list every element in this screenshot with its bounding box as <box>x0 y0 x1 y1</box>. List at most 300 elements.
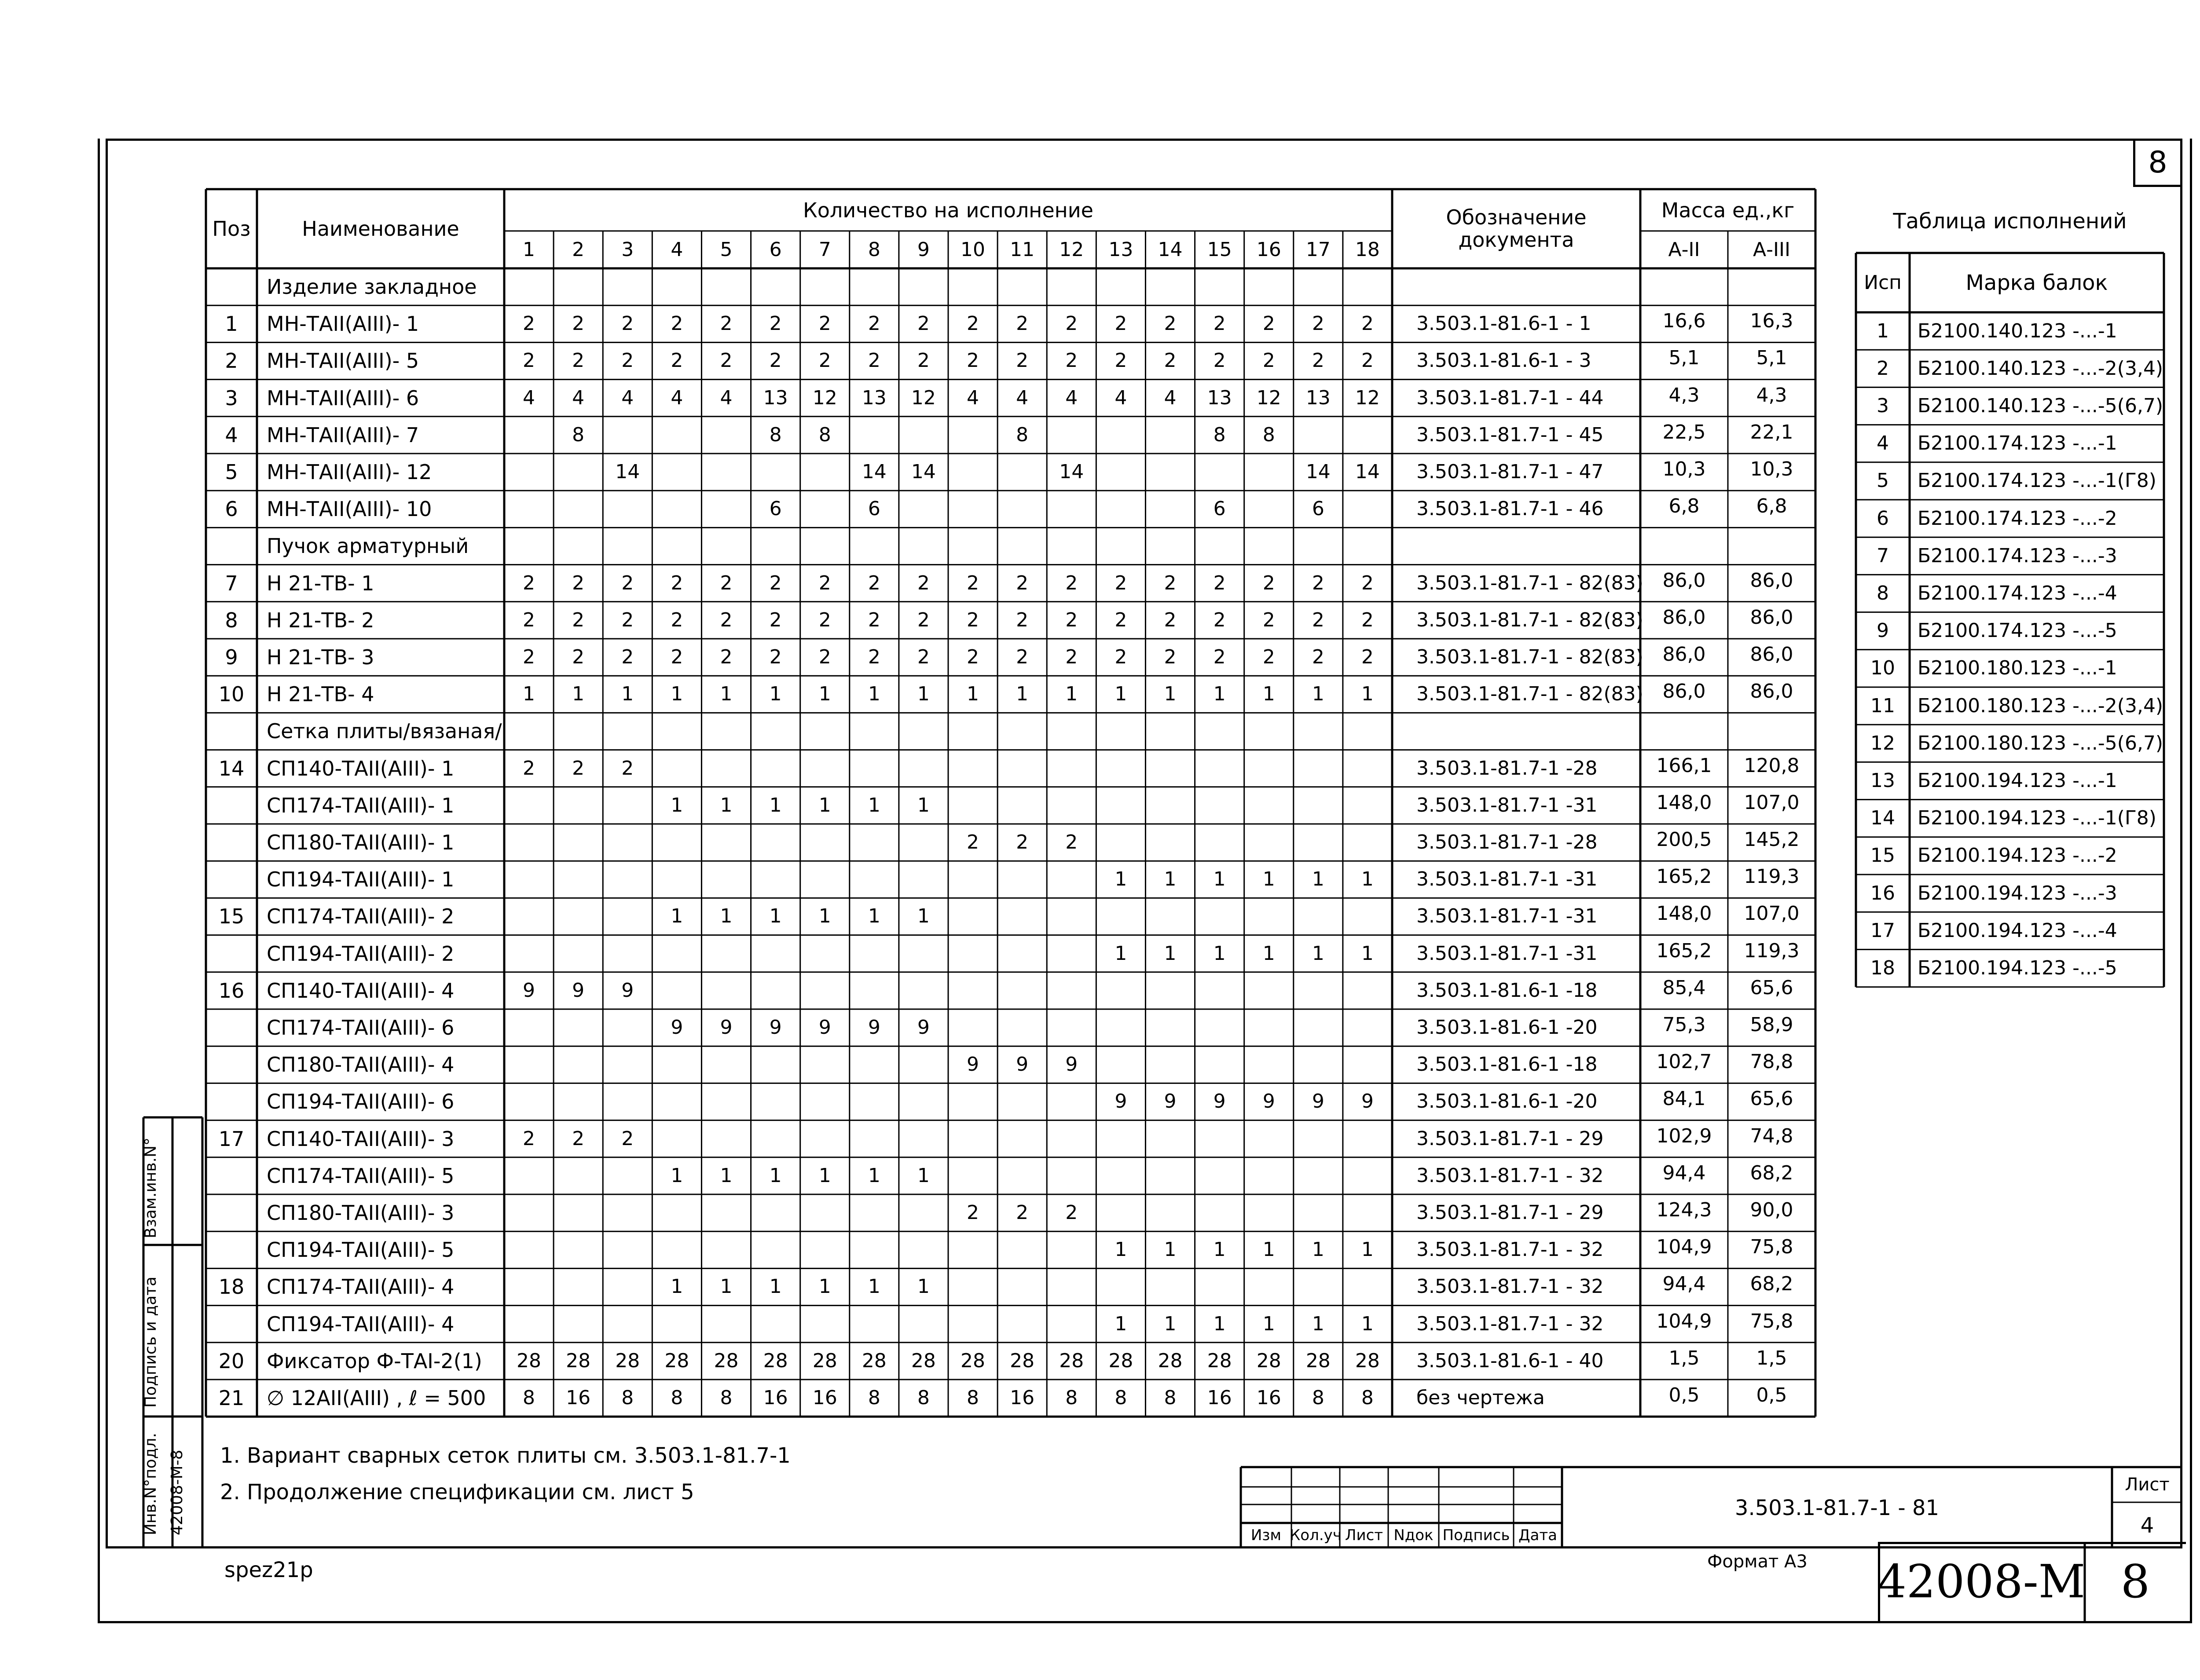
row-mass-a2 <box>1640 710 1728 747</box>
qty-cell: 12 <box>1355 386 1380 409</box>
qty-cell: 2 <box>967 571 979 594</box>
row-pos: 7 <box>225 571 238 595</box>
row-mass-a2 <box>1640 525 1728 562</box>
qty-cell: 28 <box>862 1349 887 1372</box>
qty-cell: 2 <box>1213 312 1226 335</box>
qty-cell: 2 <box>868 571 880 594</box>
row-mass-a3: 74,8 <box>1750 1124 1793 1147</box>
qty-cell: 1 <box>1115 868 1127 891</box>
qty-cell: 2 <box>1065 312 1078 335</box>
qty-cell: 2 <box>523 349 535 372</box>
qty-cell: 28 <box>812 1349 837 1372</box>
qty-cell: 2 <box>769 571 782 594</box>
row-mass-a2: 86,0 <box>1662 606 1706 629</box>
archive-number: 42008-М <box>1877 1555 2086 1608</box>
qty-cell: 2 <box>917 571 930 594</box>
qty-cell: 1 <box>572 683 585 706</box>
note-2: 2. Продолжение спецификации см. лист 5 <box>220 1480 694 1504</box>
row-mass-a3: 86,0 <box>1750 569 1793 592</box>
row-doc: 3.503.1-81.7-1 - 82(83) <box>1416 683 1643 706</box>
qty-cell: 1 <box>769 683 782 706</box>
row-doc: 3.503.1-81.6-1 - 40 <box>1416 1349 1604 1372</box>
row-mass-a2: 84,1 <box>1662 1087 1706 1110</box>
variant-number-header: 10 <box>961 238 986 261</box>
row-mass-a2: 165,2 <box>1656 939 1712 962</box>
qty-cell: 1 <box>1213 683 1226 706</box>
row-name: ∅ 12АII(АIII) , ℓ = 500 <box>267 1386 486 1410</box>
section-heading: Изделие закладное <box>267 275 477 299</box>
row-mass-a2: 75,3 <box>1662 1014 1706 1036</box>
qty-cell: 1 <box>769 905 782 928</box>
qty-cell: 1 <box>1115 683 1127 706</box>
variant-number-header: 17 <box>1305 238 1331 261</box>
variant-number-header: 1 <box>523 238 535 261</box>
qty-cell: 1 <box>917 683 930 706</box>
qty-cell: 2 <box>868 608 880 631</box>
qty-cell: 2 <box>572 349 585 372</box>
header-mass-a3: А-III <box>1753 238 1790 261</box>
qty-cell: 9 <box>769 1016 782 1039</box>
row-mass-a2: 166,1 <box>1656 754 1712 777</box>
row-mass-a2: 4,3 <box>1668 384 1700 406</box>
qty-cell: 2 <box>1016 571 1029 594</box>
row-doc: 3.503.1-81.7-1 - 32 <box>1416 1275 1604 1298</box>
qty-cell: 1 <box>720 794 733 816</box>
qty-cell: 9 <box>720 1016 733 1039</box>
row-doc: 3.503.1-81.7-1 -31 <box>1416 868 1598 891</box>
qty-cell: 28 <box>911 1349 936 1372</box>
variant-number-header: 13 <box>1108 238 1133 261</box>
qty-cell: 2 <box>917 312 930 335</box>
row-doc: 3.503.1-81.7-1 - 32 <box>1416 1164 1604 1187</box>
qty-cell: 9 <box>523 979 535 1002</box>
qty-cell: 1 <box>868 794 880 816</box>
row-name: СП174-ТАII(АIII)- 6 <box>267 1016 455 1040</box>
qty-cell: 2 <box>967 608 979 631</box>
qty-cell: 2 <box>1115 349 1127 372</box>
row-pos <box>206 935 257 972</box>
qty-cell: 2 <box>523 646 535 669</box>
qty-cell: 6 <box>1213 498 1226 520</box>
variant-isp: 9 <box>1877 619 1889 642</box>
row-mass-a3 <box>1728 710 1815 747</box>
qty-cell: 2 <box>818 571 831 594</box>
qty-cell: 8 <box>1213 423 1226 446</box>
qty-cell: 2 <box>1262 349 1275 372</box>
title-block-col-label: Лист <box>1345 1526 1383 1544</box>
qty-cell: 2 <box>1312 571 1324 594</box>
qty-cell: 4 <box>967 386 979 409</box>
row-doc: 3.503.1-81.7-1 -31 <box>1416 942 1598 965</box>
qty-cell: 28 <box>1010 1349 1035 1372</box>
qty-cell: 12 <box>911 386 936 409</box>
qty-cell: 4 <box>523 386 535 409</box>
qty-cell: 2 <box>523 1127 535 1150</box>
qty-cell: 2 <box>621 608 634 631</box>
row-pos: 10 <box>218 682 245 706</box>
header-mass: Масса ед.,кг <box>1661 198 1795 222</box>
row-mass-a3: 75,8 <box>1750 1310 1793 1332</box>
row-name: Н 21-ТВ- 1 <box>267 571 374 595</box>
qty-cell: 1 <box>967 683 979 706</box>
qty-cell: 2 <box>1016 608 1029 631</box>
qty-cell: 16 <box>1010 1387 1035 1409</box>
qty-cell: 9 <box>868 1016 880 1039</box>
header-name: Наименование <box>302 217 459 241</box>
variant-number-header: 6 <box>769 238 782 261</box>
qty-cell: 1 <box>769 1275 782 1298</box>
qty-cell: 12 <box>812 386 837 409</box>
row-mass-a2: 102,7 <box>1656 1050 1712 1073</box>
archive-sheet: 8 <box>2120 1555 2150 1608</box>
qty-cell: 1 <box>671 794 683 816</box>
qty-cell: 28 <box>1108 1349 1133 1372</box>
row-doc: 3.503.1-81.7-1 - 44 <box>1416 386 1604 409</box>
qty-cell: 2 <box>818 312 831 335</box>
row-mass-a2: 148,0 <box>1656 791 1712 814</box>
qty-cell: 14 <box>1355 461 1380 483</box>
row-name: Н 21-ТВ- 2 <box>267 608 374 632</box>
row-name: Н 21-ТВ- 4 <box>267 682 374 706</box>
variant-mark: Б2100.194.123 -...-1 <box>1918 769 2117 792</box>
row-name: СП194-ТАII(АIII)- 4 <box>267 1312 455 1336</box>
qty-cell: 2 <box>1115 608 1127 631</box>
qty-cell: 8 <box>1312 1387 1324 1409</box>
row-name: СП180-ТАII(АIII)- 4 <box>267 1053 455 1077</box>
qty-cell: 8 <box>1065 1387 1078 1409</box>
qty-cell: 2 <box>868 349 880 372</box>
qty-cell: 9 <box>621 979 634 1002</box>
title-block-col-label: Кол.уч <box>1290 1526 1342 1544</box>
row-pos <box>206 268 257 305</box>
row-name: СП194-ТАII(АIII)- 1 <box>267 867 455 892</box>
variant-isp: 17 <box>1870 919 1895 942</box>
qty-cell: 4 <box>720 386 733 409</box>
row-doc: 3.503.1-81.7-1 - 46 <box>1416 498 1604 520</box>
row-mass-a3: 119,3 <box>1744 865 1800 888</box>
row-mass-a3: 86,0 <box>1750 606 1793 629</box>
row-mass-a2: 124,3 <box>1656 1199 1712 1222</box>
qty-cell: 13 <box>763 386 788 409</box>
qty-cell: 1 <box>1213 1238 1226 1261</box>
qty-cell: 4 <box>1164 386 1177 409</box>
variant-number-header: 4 <box>671 238 683 261</box>
qty-cell: 8 <box>868 1387 880 1409</box>
row-name: МН-ТАII(АIII)- 6 <box>267 386 419 410</box>
qty-cell: 2 <box>917 608 930 631</box>
row-doc: 3.503.1-81.6-1 -18 <box>1416 979 1598 1002</box>
qty-cell: 1 <box>818 1164 831 1187</box>
qty-cell: 2 <box>1164 608 1177 631</box>
variant-mark: Б2100.174.123 -...-1 <box>1918 432 2117 455</box>
qty-cell: 2 <box>769 312 782 335</box>
variant-isp: 3 <box>1877 394 1889 417</box>
qty-cell: 16 <box>763 1387 788 1409</box>
row-doc: 3.503.1-81.7-1 - 32 <box>1416 1312 1604 1335</box>
qty-cell: 2 <box>572 608 585 631</box>
row-mass-a3: 86,0 <box>1750 680 1793 703</box>
qty-cell: 2 <box>523 312 535 335</box>
qty-cell: 8 <box>1361 1387 1374 1409</box>
qty-cell: 9 <box>1312 1090 1324 1113</box>
qty-cell: 16 <box>812 1387 837 1409</box>
qty-cell: 1 <box>1115 1238 1127 1261</box>
variant-number-header: 11 <box>1010 238 1035 261</box>
qty-cell: 2 <box>769 349 782 372</box>
variant-isp: 18 <box>1870 956 1895 979</box>
row-mass-a2: 0,5 <box>1668 1384 1700 1407</box>
qty-cell: 2 <box>1016 646 1029 669</box>
qty-cell: 2 <box>671 312 683 335</box>
row-doc: 3.503.1-81.7-1 - 29 <box>1416 1127 1604 1150</box>
qty-cell: 2 <box>621 646 634 669</box>
row-mass-a3: 65,6 <box>1750 976 1793 999</box>
qty-cell: 1 <box>818 683 831 706</box>
variant-isp: 13 <box>1870 769 1895 792</box>
qty-cell: 9 <box>1016 1053 1029 1076</box>
row-pos <box>206 1083 257 1120</box>
row-mass-a2: 94,4 <box>1662 1273 1706 1296</box>
row-doc: 3.503.1-81.7-1 -28 <box>1416 831 1598 854</box>
qty-cell: 1 <box>917 1275 930 1298</box>
row-doc: 3.503.1-81.7-1 -31 <box>1416 905 1598 928</box>
row-doc <box>1416 527 1638 564</box>
stamp-vzam-inv: Взам.инв.N° <box>142 1137 160 1238</box>
qty-cell: 28 <box>517 1349 542 1372</box>
qty-cell: 2 <box>1115 312 1127 335</box>
qty-cell: 2 <box>769 646 782 669</box>
qty-cell: 13 <box>1207 386 1232 409</box>
qty-cell: 2 <box>1213 608 1226 631</box>
qty-cell: 2 <box>572 757 585 780</box>
qty-cell: 2 <box>621 1127 634 1150</box>
row-mass-a2: 5,1 <box>1668 347 1700 370</box>
qty-cell: 28 <box>1305 1349 1331 1372</box>
qty-cell: 1 <box>720 683 733 706</box>
qty-cell: 6 <box>1312 498 1324 520</box>
qty-cell: 2 <box>1065 349 1078 372</box>
row-name: СП140-ТАII(АIII)- 1 <box>267 756 455 780</box>
qty-cell: 1 <box>868 905 880 928</box>
row-name: Фиксатор Ф-ТАI-2(1) <box>267 1349 482 1373</box>
qty-cell: 14 <box>862 461 887 483</box>
row-pos: 6 <box>225 497 238 521</box>
variant-mark: Б2100.140.123 -...-1 <box>1918 319 2117 342</box>
qty-cell: 1 <box>917 1164 930 1187</box>
variant-number-header: 14 <box>1158 238 1183 261</box>
row-pos <box>206 1194 257 1231</box>
row-mass-a3: 4,3 <box>1756 384 1787 406</box>
row-doc: 3.503.1-81.7-1 - 82(83) <box>1416 571 1643 594</box>
qty-cell: 2 <box>1312 349 1324 372</box>
variant-number-header: 3 <box>621 238 634 261</box>
qty-cell: 2 <box>1213 349 1226 372</box>
row-doc: 3.503.1-81.6-1 - 1 <box>1416 312 1591 335</box>
qty-cell: 2 <box>671 571 683 594</box>
qty-cell: 1 <box>818 905 831 928</box>
qty-cell: 8 <box>769 423 782 446</box>
header-doc: Обозначение документа <box>1446 205 1587 252</box>
variant-mark: Б2100.174.123 -...-3 <box>1918 544 2117 567</box>
qty-cell: 2 <box>1361 646 1374 669</box>
qty-cell: 2 <box>1361 571 1374 594</box>
row-doc: 3.503.1-81.7-1 - 82(83) <box>1416 646 1643 669</box>
row-doc: 3.503.1-81.7-1 -28 <box>1416 757 1598 780</box>
qty-cell: 2 <box>720 608 733 631</box>
qty-cell: 1 <box>1164 942 1177 965</box>
qty-cell: 1 <box>1312 942 1324 965</box>
row-name: СП174-ТАII(АIII)- 4 <box>267 1275 455 1299</box>
variant-isp: 5 <box>1877 469 1889 492</box>
variant-mark: Б2100.194.123 -...-5 <box>1918 956 2117 979</box>
qty-cell: 9 <box>1262 1090 1275 1113</box>
qty-cell: 8 <box>671 1387 683 1409</box>
row-mass-a3: 68,2 <box>1750 1273 1793 1296</box>
row-doc: 3.503.1-81.6-1 -20 <box>1416 1090 1598 1113</box>
qty-cell: 1 <box>868 683 880 706</box>
row-mass-a2: 104,9 <box>1656 1310 1712 1332</box>
row-mass-a2: 104,9 <box>1656 1236 1712 1259</box>
qty-cell: 2 <box>621 757 634 780</box>
row-mass-a3: 68,2 <box>1750 1161 1793 1184</box>
qty-cell: 1 <box>1361 1312 1374 1335</box>
row-name: МН-ТАII(АIII)- 10 <box>267 497 432 521</box>
qty-cell: 4 <box>621 386 634 409</box>
qty-cell: 2 <box>967 646 979 669</box>
qty-cell: 4 <box>1065 386 1078 409</box>
qty-cell: 1 <box>621 683 634 706</box>
row-pos: 20 <box>218 1349 245 1373</box>
variant-number-header: 9 <box>917 238 930 261</box>
qty-cell: 2 <box>1065 1201 1078 1224</box>
row-doc: без чертежа <box>1416 1387 1545 1409</box>
qty-cell: 28 <box>763 1349 788 1372</box>
row-mass-a2: 22,5 <box>1662 421 1706 443</box>
qty-cell: 1 <box>818 1275 831 1298</box>
variant-number-header: 16 <box>1256 238 1281 261</box>
row-mass-a2: 16,6 <box>1662 310 1706 333</box>
qty-cell: 8 <box>1115 1387 1127 1409</box>
title-block-sheet-number: 4 <box>2140 1513 2154 1538</box>
qty-cell: 1 <box>523 683 535 706</box>
qty-cell: 1 <box>671 683 683 706</box>
row-name: СП174-ТАII(АIII)- 1 <box>267 793 455 817</box>
qty-cell: 2 <box>720 571 733 594</box>
qty-cell: 2 <box>671 608 683 631</box>
variant-number-header: 15 <box>1207 238 1232 261</box>
row-mass-a3: 119,3 <box>1744 939 1800 962</box>
variant-mark: Б2100.180.123 -...-5(6,7) <box>1918 732 2163 754</box>
qty-cell: 14 <box>1059 461 1084 483</box>
row-doc: 3.503.1-81.6-1 -18 <box>1416 1053 1598 1076</box>
row-mass-a2: 148,0 <box>1656 902 1712 925</box>
qty-cell: 2 <box>1016 312 1029 335</box>
row-name: СП180-ТАII(АIII)- 1 <box>267 831 455 855</box>
row-pos: 4 <box>225 423 238 447</box>
variant-mark: Б2100.174.123 -...-5 <box>1918 619 2117 642</box>
row-mass-a3: 107,0 <box>1744 791 1800 814</box>
variant-mark: Б2100.180.123 -...-2(3,4) <box>1918 694 2163 717</box>
qty-cell: 2 <box>720 646 733 669</box>
qty-cell: 2 <box>1115 646 1127 669</box>
qty-cell: 28 <box>664 1349 689 1372</box>
qty-cell: 1 <box>1065 683 1078 706</box>
qty-cell: 1 <box>1016 683 1029 706</box>
qty-cell: 2 <box>1016 831 1029 854</box>
qty-cell: 2 <box>621 312 634 335</box>
variants-col-isp: Исп <box>1864 271 1902 294</box>
variants-col-mark: Марка балок <box>1965 270 2108 295</box>
variants-table-title: Таблица исполнений <box>1893 209 2127 234</box>
qty-cell: 8 <box>917 1387 930 1409</box>
file-name: spez21p <box>224 1558 313 1582</box>
row-pos <box>206 1009 257 1046</box>
variant-isp: 16 <box>1870 882 1895 904</box>
qty-cell: 4 <box>1115 386 1127 409</box>
row-mass-a2 <box>1640 266 1728 303</box>
row-mass-a2: 86,0 <box>1662 680 1706 703</box>
qty-cell: 8 <box>720 1387 733 1409</box>
row-mass-a3: 22,1 <box>1750 421 1793 443</box>
qty-cell: 2 <box>917 646 930 669</box>
qty-cell: 9 <box>1164 1090 1177 1113</box>
qty-cell: 6 <box>769 498 782 520</box>
qty-cell: 2 <box>1361 608 1374 631</box>
variant-number-header: 12 <box>1059 238 1084 261</box>
qty-cell: 9 <box>572 979 585 1002</box>
qty-cell: 2 <box>868 646 880 669</box>
qty-cell: 28 <box>615 1349 640 1372</box>
variant-mark: Б2100.140.123 -...-5(6,7) <box>1918 394 2163 417</box>
row-pos <box>206 1157 257 1194</box>
variant-isp: 12 <box>1870 732 1895 754</box>
qty-cell: 1 <box>720 1164 733 1187</box>
row-pos: 1 <box>225 312 238 336</box>
row-pos <box>206 1046 257 1083</box>
qty-cell: 2 <box>1115 571 1127 594</box>
row-name: МН-ТАII(АIII)- 7 <box>267 423 419 447</box>
qty-cell: 2 <box>868 312 880 335</box>
variant-isp: 7 <box>1877 544 1889 567</box>
title-block-col-label: Дата <box>1518 1526 1558 1544</box>
row-doc: 3.503.1-81.7-1 - 32 <box>1416 1238 1604 1261</box>
qty-cell: 8 <box>1262 423 1275 446</box>
qty-cell: 2 <box>1164 349 1177 372</box>
qty-cell: 2 <box>1164 571 1177 594</box>
qty-cell: 1 <box>1361 1238 1374 1261</box>
qty-cell: 4 <box>671 386 683 409</box>
row-name: СП174-ТАII(АIII)- 5 <box>267 1164 455 1188</box>
variant-number-header: 5 <box>720 238 733 261</box>
qty-cell: 8 <box>621 1387 634 1409</box>
row-pos: 5 <box>225 460 238 484</box>
variant-mark: Б2100.194.123 -...-3 <box>1918 882 2117 904</box>
row-mass-a3: 107,0 <box>1744 902 1800 925</box>
qty-cell: 9 <box>967 1053 979 1076</box>
qty-cell: 1 <box>1213 868 1226 891</box>
qty-cell: 4 <box>572 386 585 409</box>
row-pos <box>206 824 257 861</box>
qty-cell: 1 <box>671 1275 683 1298</box>
row-mass-a2: 94,4 <box>1662 1161 1706 1184</box>
qty-cell: 2 <box>917 349 930 372</box>
row-mass-a2: 10,3 <box>1662 458 1706 481</box>
row-mass-a2: 102,9 <box>1656 1124 1712 1147</box>
row-mass-a3: 90,0 <box>1750 1199 1793 1222</box>
qty-cell: 14 <box>911 461 936 483</box>
qty-cell: 1 <box>769 1164 782 1187</box>
qty-cell: 2 <box>720 312 733 335</box>
